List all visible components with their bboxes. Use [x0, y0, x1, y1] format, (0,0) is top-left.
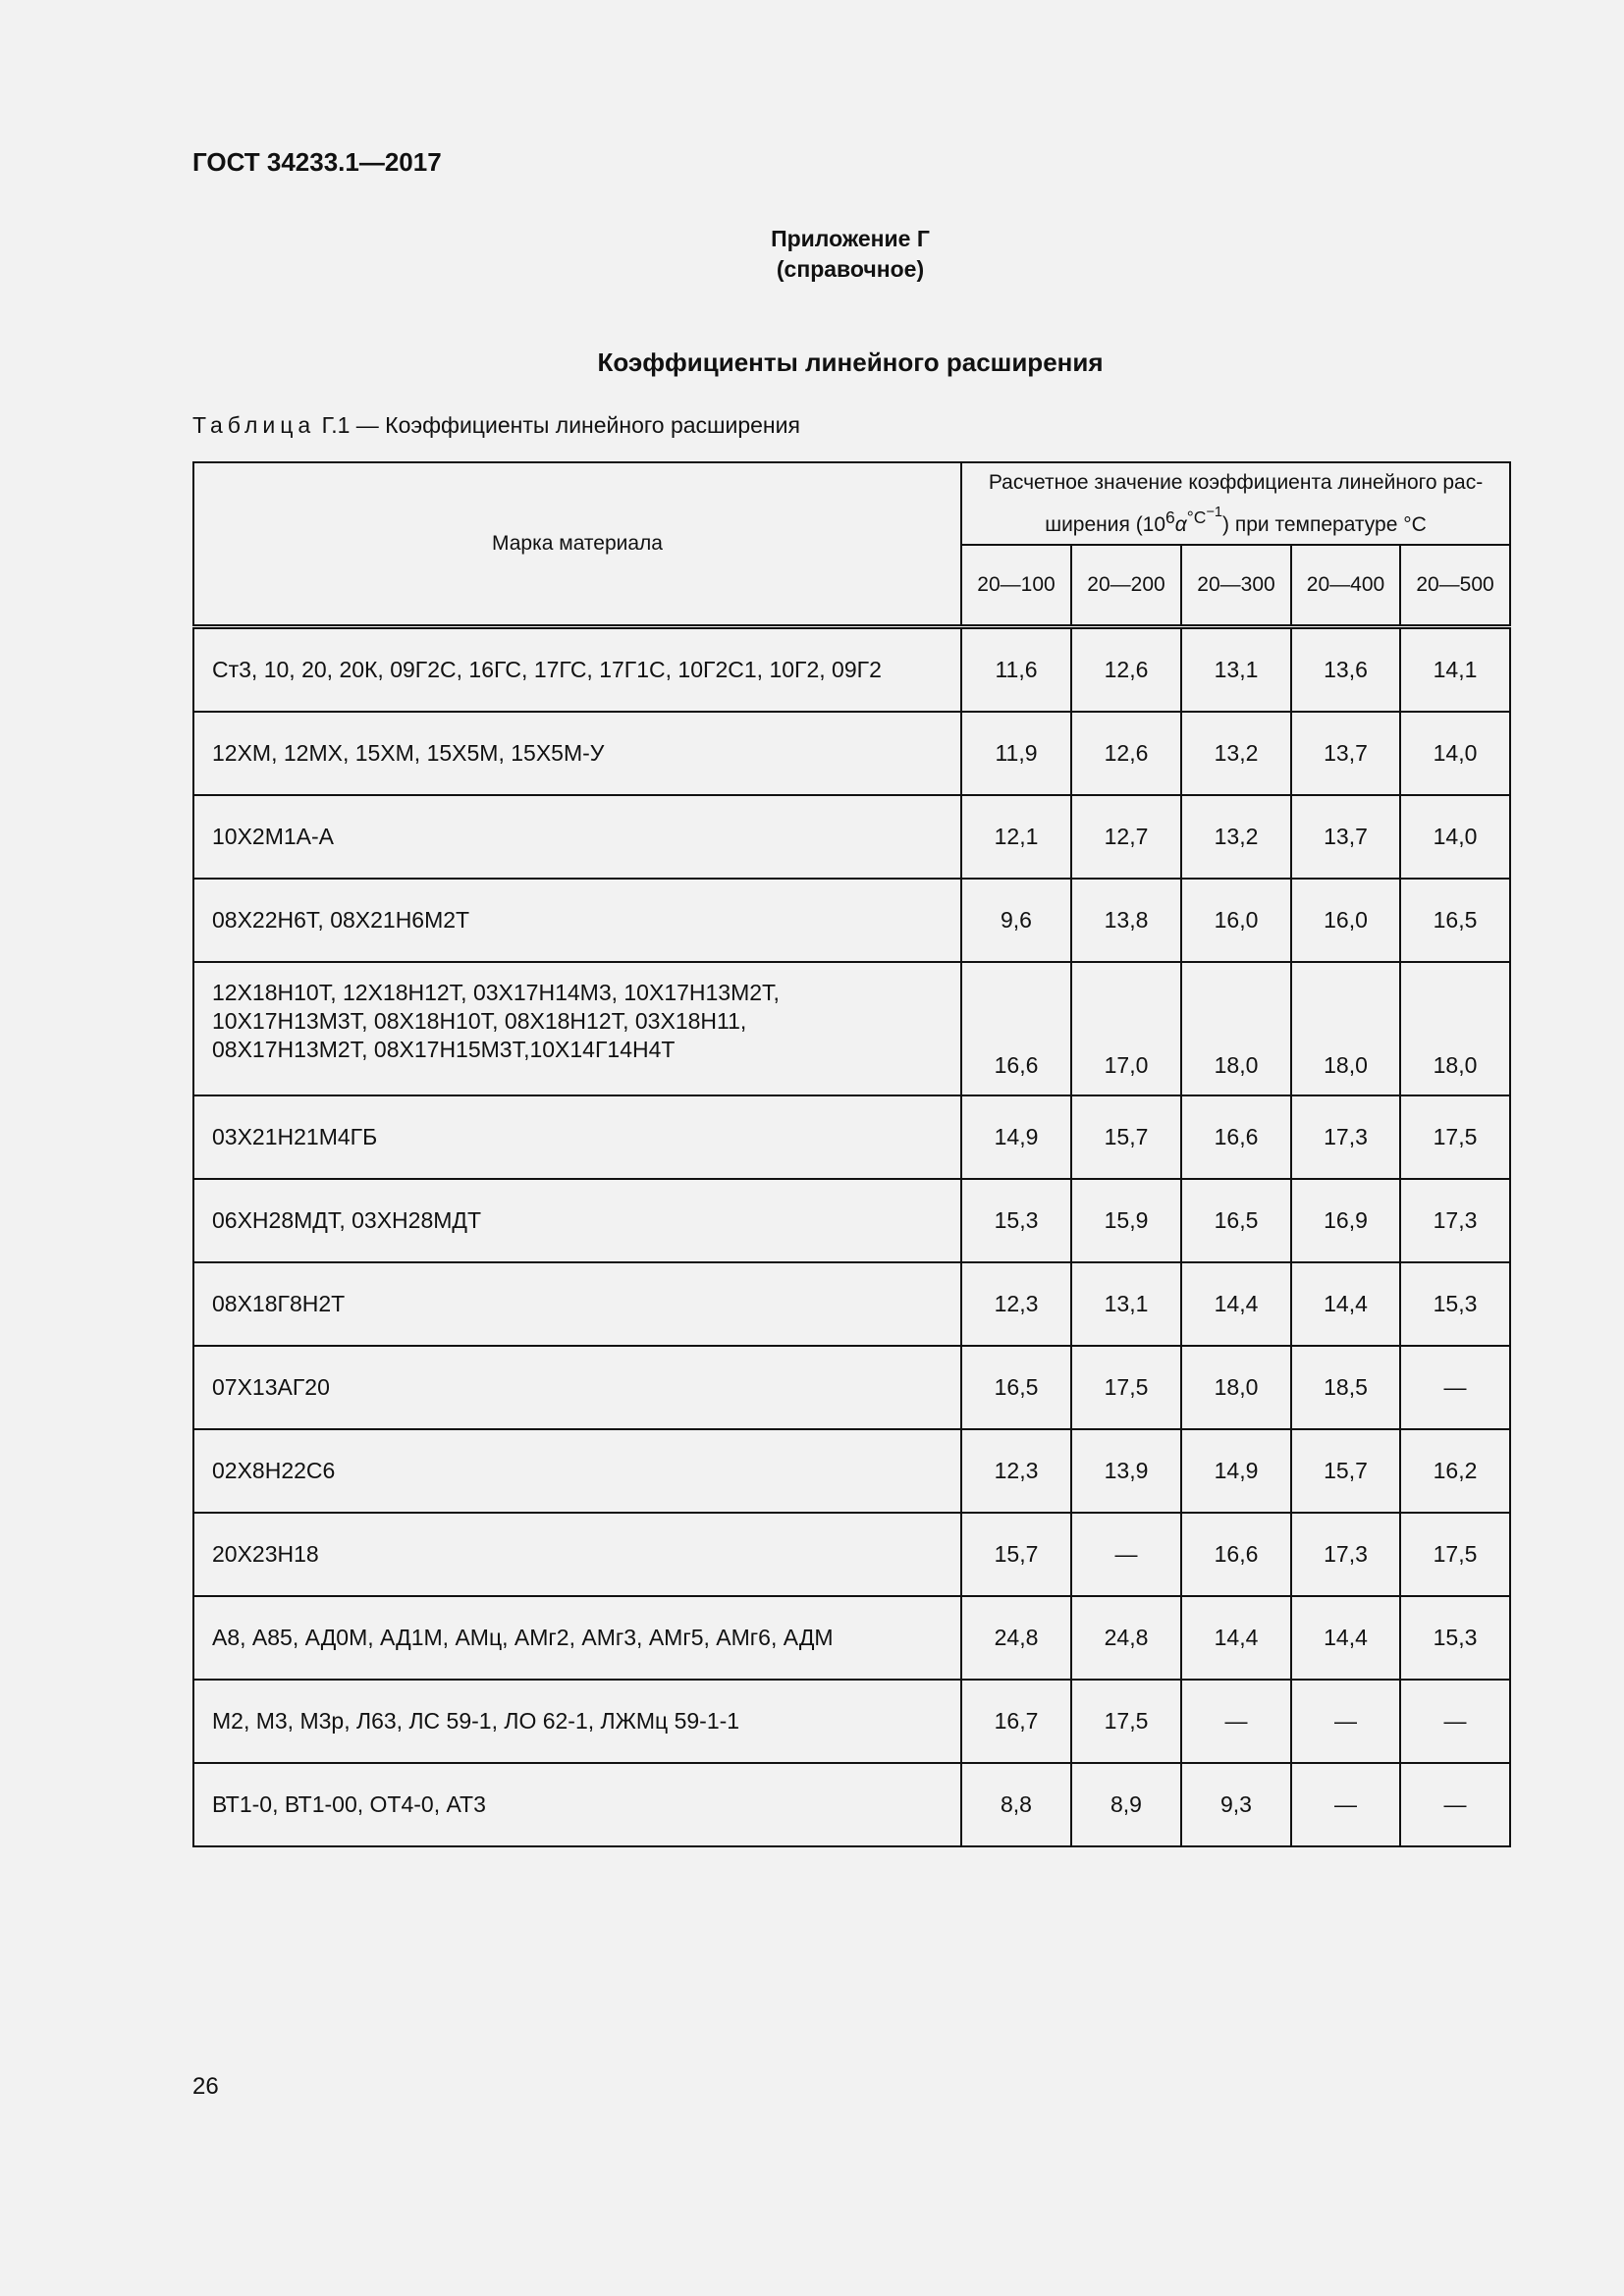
- value-cell: 14,0: [1400, 712, 1510, 795]
- group-header-unit-exponent: −1: [1206, 505, 1223, 521]
- value-cell: 8,8: [961, 1763, 1071, 1846]
- table-row: [193, 1680, 1510, 1763]
- table-row: [193, 879, 1510, 962]
- value-cell: —: [1400, 1763, 1510, 1846]
- table-row: [193, 1095, 1510, 1179]
- value-cell: 15,9: [1071, 1179, 1181, 1262]
- material-cell: 10Х2М1А-А: [193, 795, 961, 879]
- table-row: [193, 627, 1510, 713]
- value-cell: 17,3: [1291, 1095, 1400, 1179]
- material-cell: 08Х22Н6Т, 08Х21Н6М2Т: [193, 879, 961, 962]
- appendix-title: Приложение Г: [771, 226, 930, 251]
- value-cell: 16,0: [1181, 879, 1291, 962]
- value-cell: 24,8: [961, 1596, 1071, 1680]
- value-cell: 17,0: [1071, 962, 1181, 1095]
- material-cell: А8, А85, АД0М, АД1М, АМц, АМг2, АМг3, АМг5, АМг6, АДМ: [193, 1596, 961, 1680]
- table-row: [193, 1179, 1510, 1262]
- material-cell: 08Х18Г8Н2Т: [193, 1262, 961, 1346]
- value-cell: 13,7: [1291, 795, 1400, 879]
- value-cell: 12,1: [961, 795, 1071, 879]
- coefficients-table: [192, 461, 1511, 1847]
- document-number: ГОСТ 34233.1—2017: [192, 147, 442, 177]
- group-header-exponent: 6: [1165, 507, 1175, 527]
- table-row: [193, 1596, 1510, 1680]
- value-cell: 13,1: [1071, 1262, 1181, 1346]
- value-cell: 15,3: [1400, 1596, 1510, 1680]
- value-cell: 16,5: [1181, 1179, 1291, 1262]
- group-header-text-end: ) при температуре °С: [1222, 512, 1427, 536]
- appendix-heading: [0, 224, 1624, 285]
- value-cell: 18,5: [1291, 1346, 1400, 1429]
- value-cell: 16,2: [1400, 1429, 1510, 1513]
- table-row: [193, 1346, 1510, 1429]
- value-cell: 9,6: [961, 879, 1071, 962]
- value-cell: —: [1181, 1680, 1291, 1763]
- appendix-subtitle: (справочное): [776, 256, 925, 282]
- material-line: 08Х17Н13М2Т, 08Х17Н15М3Т,10Х14Г14Н4Т: [212, 1037, 676, 1062]
- value-cell: —: [1291, 1763, 1400, 1846]
- value-cell: 12,3: [961, 1429, 1071, 1513]
- range-header: 20—500: [1400, 545, 1510, 627]
- material-cell: 20Х23Н18: [193, 1513, 961, 1596]
- value-cell: —: [1071, 1513, 1181, 1596]
- value-cell: 15,3: [1400, 1262, 1510, 1346]
- value-cell: 18,0: [1291, 962, 1400, 1095]
- value-cell: 17,3: [1400, 1179, 1510, 1262]
- value-cell: 14,4: [1291, 1262, 1400, 1346]
- value-cell: 13,7: [1291, 712, 1400, 795]
- value-cell: 17,5: [1071, 1680, 1181, 1763]
- table-row: [193, 962, 1510, 1095]
- value-cell: 14,4: [1291, 1596, 1400, 1680]
- table-row: [193, 712, 1510, 795]
- material-cell: 07Х13АГ20: [193, 1346, 961, 1429]
- value-cell: 15,3: [961, 1179, 1071, 1262]
- value-cell: 13,2: [1181, 712, 1291, 795]
- table-caption-text: Г.1 — Коэффициенты линейного расширения: [315, 412, 800, 438]
- material-cell: 12ХМ, 12МХ, 15ХМ, 15Х5М, 15Х5М-У: [193, 712, 961, 795]
- value-cell: 16,9: [1291, 1179, 1400, 1262]
- value-cell: 14,9: [1181, 1429, 1291, 1513]
- value-cell: 16,5: [961, 1346, 1071, 1429]
- material-column-header: Марка материала: [193, 462, 961, 627]
- value-cell: 14,4: [1181, 1596, 1291, 1680]
- value-cell: 18,0: [1181, 1346, 1291, 1429]
- value-cell: 16,7: [961, 1680, 1071, 1763]
- value-cell: 14,0: [1400, 795, 1510, 879]
- material-cell: 06ХН28МДТ, 03ХН28МДТ: [193, 1179, 961, 1262]
- value-cell: 13,8: [1071, 879, 1181, 962]
- range-header: 20—400: [1291, 545, 1400, 627]
- material-cell: М2, М3, М3р, Л63, ЛС 59-1, ЛО 62-1, ЛЖМц 59-1-1: [193, 1680, 961, 1763]
- table-caption: [192, 412, 800, 439]
- material-cell: 02Х8Н22С6: [193, 1429, 961, 1513]
- value-cell: 9,3: [1181, 1763, 1291, 1846]
- value-cell: —: [1291, 1680, 1400, 1763]
- page-number: 26: [192, 2073, 219, 2100]
- range-header: 20—200: [1071, 545, 1181, 627]
- coefficient-group-header: [961, 462, 1510, 545]
- value-cell: 12,7: [1071, 795, 1181, 879]
- alpha-symbol: α: [1174, 512, 1187, 536]
- material-cell: [193, 962, 961, 1095]
- value-cell: 18,0: [1400, 962, 1510, 1095]
- value-cell: 13,1: [1181, 627, 1291, 713]
- material-cell: ВТ1-0, ВТ1-00, ОТ4-0, АТ3: [193, 1763, 961, 1846]
- table-row: [193, 1262, 1510, 1346]
- value-cell: 17,5: [1071, 1346, 1181, 1429]
- value-cell: 15,7: [1071, 1095, 1181, 1179]
- value-cell: 14,4: [1181, 1262, 1291, 1346]
- group-header-unit: [1187, 507, 1222, 527]
- value-cell: 14,9: [961, 1095, 1071, 1179]
- value-cell: —: [1400, 1346, 1510, 1429]
- value-cell: —: [1400, 1680, 1510, 1763]
- material-cell: Ст3, 10, 20, 20К, 09Г2С, 16ГС, 17ГС, 17Г1С, 10Г2С1, 10Г2, 09Г2: [193, 627, 961, 713]
- value-cell: 16,5: [1400, 879, 1510, 962]
- table-row: [193, 1429, 1510, 1513]
- table-caption-prefix: Таблица: [192, 412, 316, 438]
- material-line: 10Х17Н13М3Т, 08Х18Н10Т, 08Х18Н12Т, 03Х18Н11,: [212, 1008, 747, 1034]
- value-cell: 12,6: [1071, 627, 1181, 713]
- value-cell: 15,7: [961, 1513, 1071, 1596]
- range-header: 20—100: [961, 545, 1071, 627]
- value-cell: 17,3: [1291, 1513, 1400, 1596]
- table-row: [193, 795, 1510, 879]
- value-cell: 17,5: [1400, 1095, 1510, 1179]
- material-cell: 03Х21Н21М4ГБ: [193, 1095, 961, 1179]
- value-cell: 14,1: [1400, 627, 1510, 713]
- value-cell: 15,7: [1291, 1429, 1400, 1513]
- value-cell: 24,8: [1071, 1596, 1181, 1680]
- range-header: 20—300: [1181, 545, 1291, 627]
- value-cell: 16,6: [961, 962, 1071, 1095]
- value-cell: 13,9: [1071, 1429, 1181, 1513]
- value-cell: 16,0: [1291, 879, 1400, 962]
- table-row: [193, 1763, 1510, 1846]
- material-line: 12Х18Н10Т, 12Х18Н12Т, 03Х17Н14М3, 10Х17Н13М2Т,: [212, 980, 780, 1005]
- value-cell: 11,9: [961, 712, 1071, 795]
- value-cell: 8,9: [1071, 1763, 1181, 1846]
- value-cell: 18,0: [1181, 962, 1291, 1095]
- group-header-degree: °C: [1186, 507, 1207, 527]
- value-cell: 12,6: [1071, 712, 1181, 795]
- value-cell: 11,6: [961, 627, 1071, 713]
- value-cell: 17,5: [1400, 1513, 1510, 1596]
- table-row: [193, 1513, 1510, 1596]
- group-header-text: Расчетное значение коэффициента линейного рас-ширения (10: [988, 471, 1484, 536]
- value-cell: 13,2: [1181, 795, 1291, 879]
- section-title: Коэффициенты линейного расширения: [597, 347, 1104, 377]
- value-cell: 13,6: [1291, 627, 1400, 713]
- value-cell: 16,6: [1181, 1513, 1291, 1596]
- value-cell: 16,6: [1181, 1095, 1291, 1179]
- value-cell: 12,3: [961, 1262, 1071, 1346]
